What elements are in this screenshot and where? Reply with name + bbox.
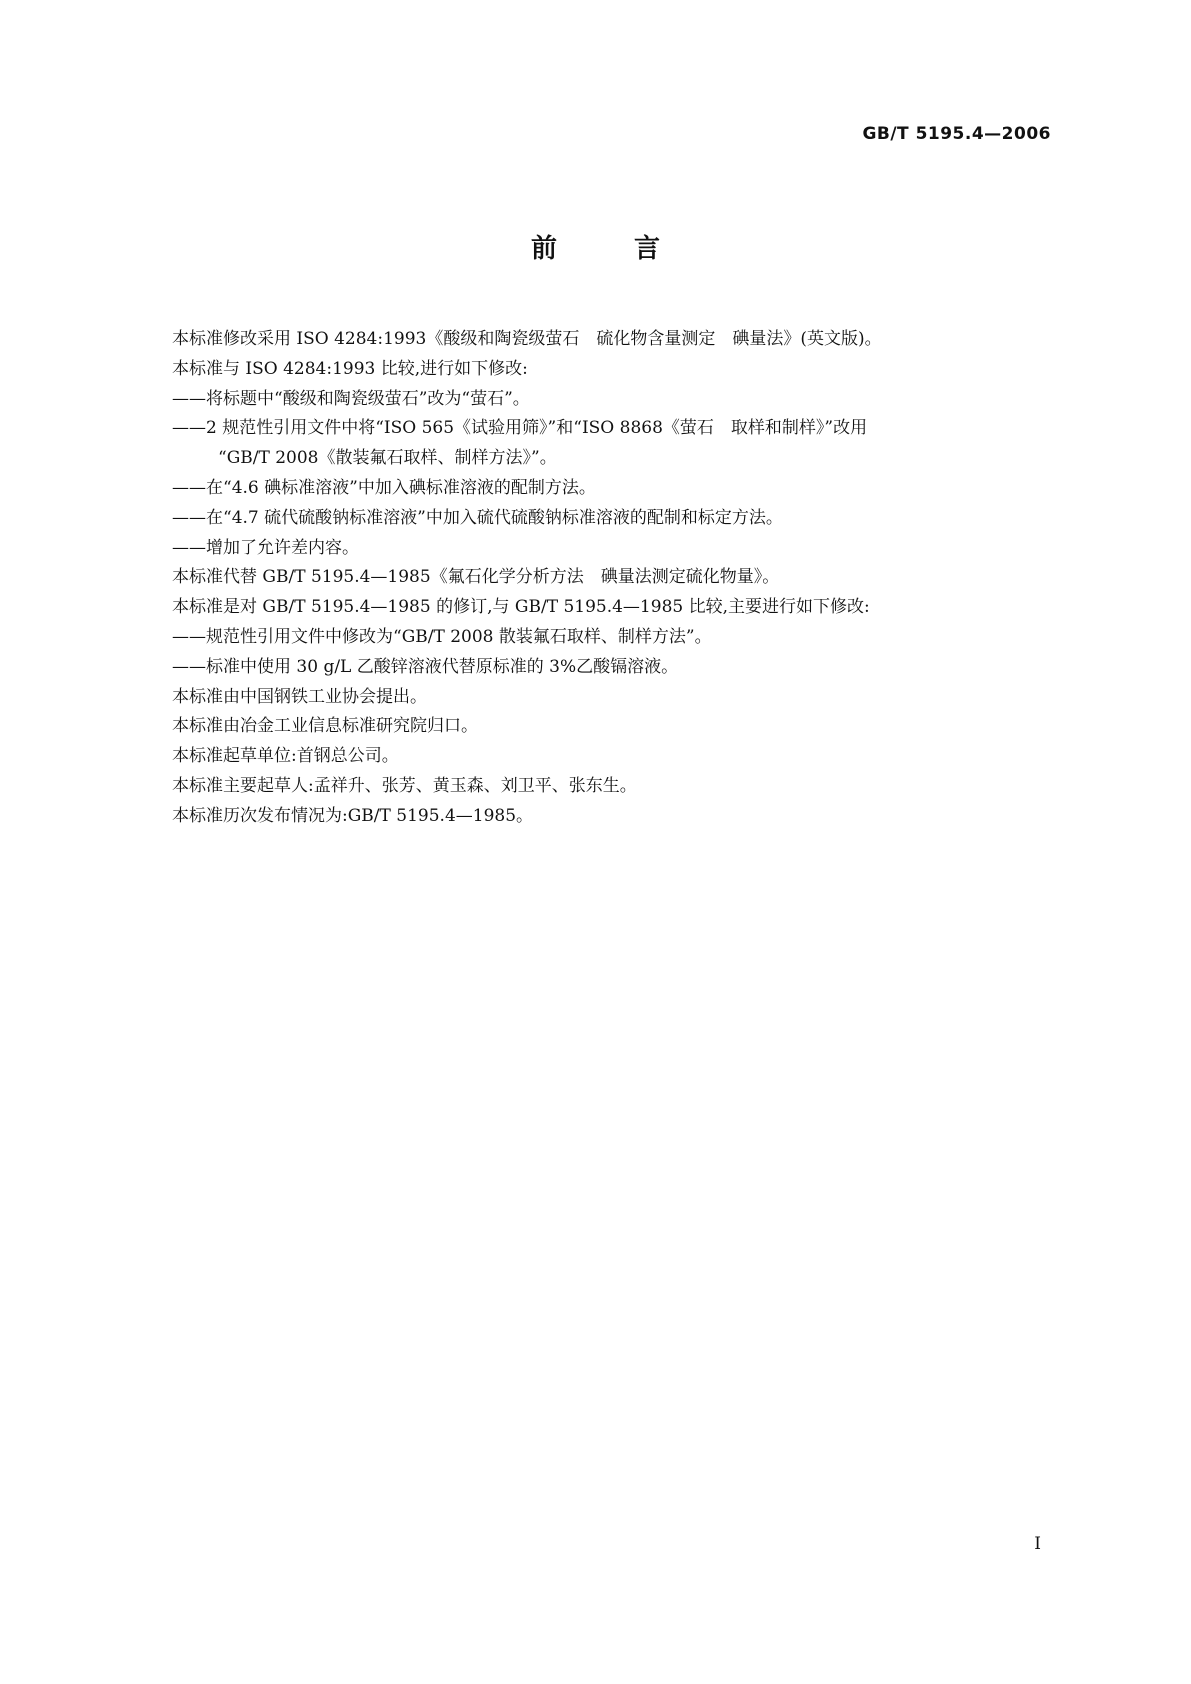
foreword-body — [172, 325, 1062, 832]
paragraph-replacement: 本标准代替 GB/T 5195.4—1985《氟石化学分析方法 碘量法测定硫化物量》。 — [172, 567, 780, 588]
list-item: ——增加了允许差内容。 — [172, 537, 359, 558]
list-item-continuation: “GB/T 2008《散装氟石取样、制样方法》”。 — [218, 448, 557, 469]
paragraph-drafting-unit: 本标准起草单位:首钢总公司。 — [172, 746, 399, 767]
list-item: ——规范性引用文件中修改为“GB/T 2008 散装氟石取样、制样方法”。 — [172, 626, 712, 647]
list-item: ——在“4.6 碘标准溶液”中加入碘标准溶液的配制方法。 — [172, 477, 596, 498]
paragraph-adoption: 本标准修改采用 ISO 4284:1993《酸级和陶瓷级萤石 硫化物含量测定 碘量法》(英文版)。 — [172, 329, 882, 349]
paragraph-revision-intro: 本标准是对 GB/T 5195.4—1985 的修订,与 GB/T 5195.4—1985 比较,主要进行如下修改: — [172, 597, 870, 618]
list-item: ——将标题中“酸级和陶瓷级萤石”改为“萤石”。 — [172, 388, 530, 409]
paragraph-history: 本标准历次发布情况为:GB/T 5195.4—1985。 — [172, 805, 534, 826]
paragraph-proposer: 本标准由中国钢铁工业协会提出。 — [172, 686, 427, 707]
list-item: ——标准中使用 30 g/L 乙酸锌溶液代替原标准的 3%乙酸镉溶液。 — [172, 656, 679, 677]
list-item: ——2 规范性引用文件中将“ISO 565《试验用筛》”和“ISO 8868《萤石 取样和制样》”改用 — [172, 418, 868, 439]
standard-code: GB/T 5195.4—2006 — [862, 124, 1051, 144]
paragraph-centralized: 本标准由冶金工业信息标准研究院归口。 — [172, 716, 478, 737]
paragraph-comparison-intro: 本标准与 ISO 4284:1993 比较,进行如下修改: — [172, 358, 528, 379]
page-title: 前 言 — [530, 234, 695, 264]
paragraph-drafters: 本标准主要起草人:孟祥升、张芳、黄玉森、刘卫平、张东生。 — [172, 775, 637, 796]
list-item: ——在“4.7 硫代硫酸钠标准溶液”中加入硫代硫酸钠标准溶液的配制和标定方法。 — [172, 507, 783, 528]
page-number: I — [1034, 1534, 1041, 1554]
